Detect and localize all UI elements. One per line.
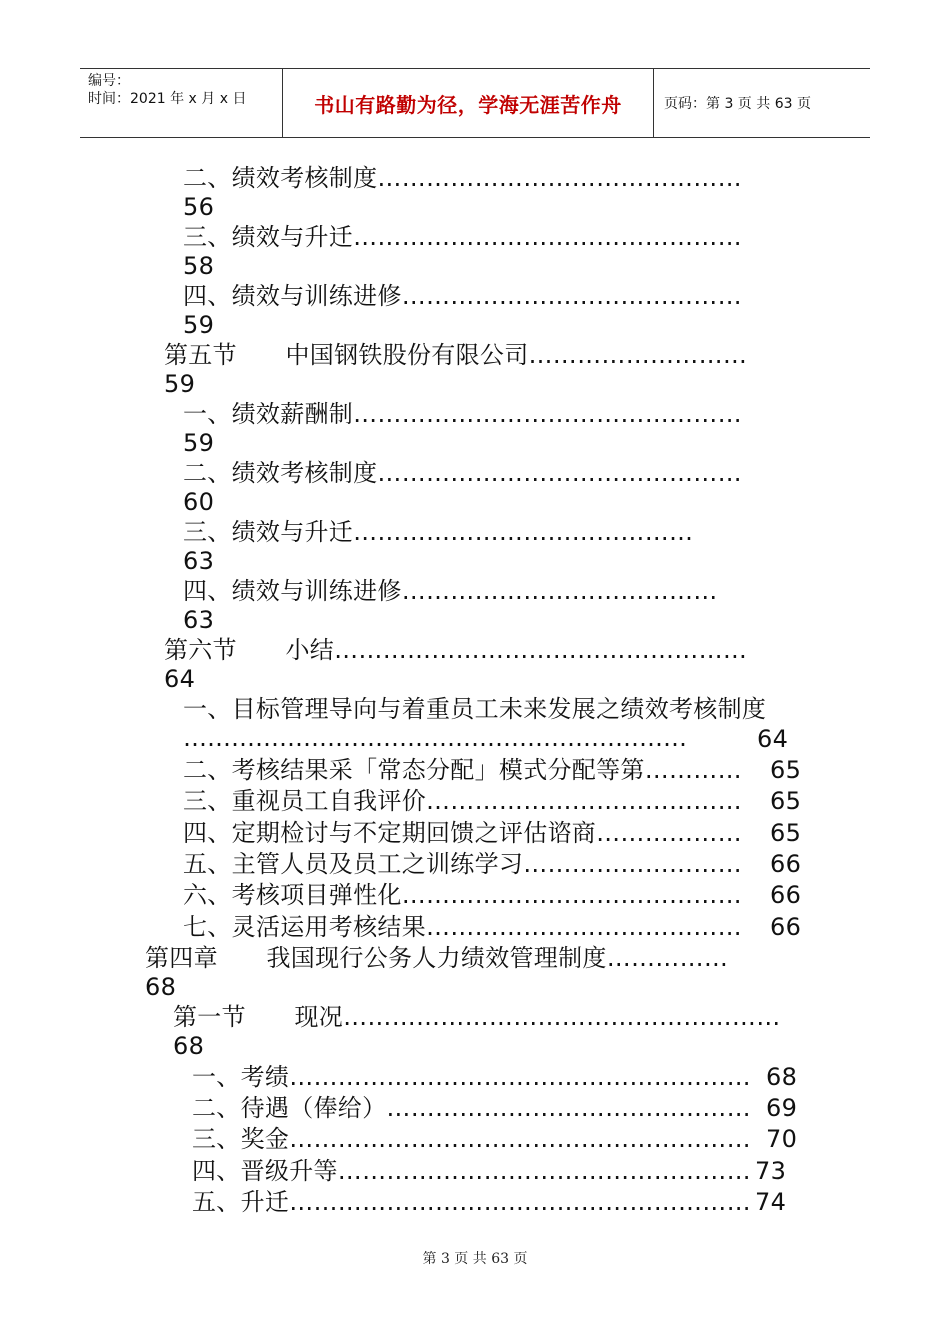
page-footer: 第 3 页 共 63 页	[422, 1251, 528, 1267]
toc-entry-page: 73	[755, 1157, 787, 1185]
toc-entry-text: 四、晋级升等……………………………………………	[192, 1157, 751, 1185]
toc-entry-text: 三、绩效与升迁…………………………………………	[183, 223, 742, 251]
toc-entry-text: 二、绩效考核制度………………………………………	[183, 164, 742, 192]
toc-entry-page: 59	[183, 311, 215, 339]
toc-entry-page: 65	[770, 787, 802, 815]
toc-entry-page: 65	[770, 819, 802, 847]
toc-entry-text: 二、绩效考核制度………………………………………	[183, 459, 742, 487]
toc-entry-page: 66	[770, 881, 802, 909]
toc-entry-page: 63	[183, 547, 215, 575]
toc-entry-leader: ………………………………………………………	[183, 724, 687, 752]
toc-entry-page: 68	[145, 973, 177, 1001]
toc-entry-page: 70	[766, 1125, 798, 1153]
toc-entry-page: 68	[766, 1063, 798, 1091]
toc-entry-page: 65	[770, 756, 802, 784]
toc-entry-page: 58	[183, 252, 215, 280]
toc-entry-text: 第五节 中国钢铁股份有限公司………………………	[164, 341, 748, 369]
toc-entry-text: 第四章 我国现行公务人力绩效管理制度……………	[145, 944, 729, 972]
toc-entry-page: 60	[183, 488, 215, 516]
toc-entry-text: 二、待遇（俸给）………………………………………	[192, 1094, 751, 1122]
toc-entry-page: 69	[766, 1094, 798, 1122]
toc-entry-text: 一、目标管理导向与着重员工未来发展之绩效考核制度	[183, 695, 767, 723]
page-info: 页码：第 3 页 共 63 页	[664, 96, 811, 112]
toc-entry-page: 56	[183, 193, 215, 221]
toc-entry-text: 四、绩效与训练进修…………………………………	[183, 577, 718, 605]
toc-entry-text: 三、绩效与升迁……………………………………	[183, 518, 694, 546]
toc-entry-page: 59	[164, 370, 196, 398]
toc-entry-text: 三、重视员工自我评价…………………………………	[183, 787, 742, 815]
toc-entry-text: 第六节 小结……………………………………………	[164, 636, 748, 664]
toc-entry-page: 66	[770, 850, 802, 878]
page-header	[80, 68, 870, 138]
toc-entry-text: 二、考核结果采「常态分配」模式分配等第…………	[183, 756, 742, 784]
time-label: 时间：2021 年 x 月 x 日	[88, 91, 247, 107]
toc-entry-page: 64	[164, 665, 196, 693]
toc-entry-page: 74	[755, 1188, 787, 1216]
toc-entry-text: 第一节 现况………………………………………………	[173, 1003, 781, 1031]
toc-entry-page: 64	[757, 725, 789, 753]
toc-entry-text: 六、考核项目弹性化……………………………………	[183, 881, 742, 909]
header-meta	[80, 69, 282, 137]
number-label: 编号：	[88, 73, 130, 89]
toc-entry-text: 一、考绩…………………………………………………	[192, 1063, 751, 1091]
toc-entry-text: 五、主管人员及员工之训练学习………………………	[183, 850, 742, 878]
toc-entry-text: 四、定期检讨与不定期回馈之评估谘商………………	[183, 819, 742, 847]
toc-entry-text: 一、绩效薪酬制…………………………………………	[183, 400, 742, 428]
toc-entry-page: 66	[770, 913, 802, 941]
motto: 书山有路勤为径，学海无涯苦作舟	[282, 69, 654, 137]
toc-entry-text: 五、升迁…………………………………………………	[192, 1188, 751, 1216]
toc-entry-page: 68	[173, 1032, 205, 1060]
toc-entry-text: 三、奖金…………………………………………………	[192, 1125, 751, 1153]
toc-entry-page: 63	[183, 606, 215, 634]
toc-entry-page: 59	[183, 429, 215, 457]
toc-entry-text: 七、灵活运用考核结果…………………………………	[183, 913, 742, 941]
toc-entry-text: 四、绩效与训练进修……………………………………	[183, 282, 742, 310]
